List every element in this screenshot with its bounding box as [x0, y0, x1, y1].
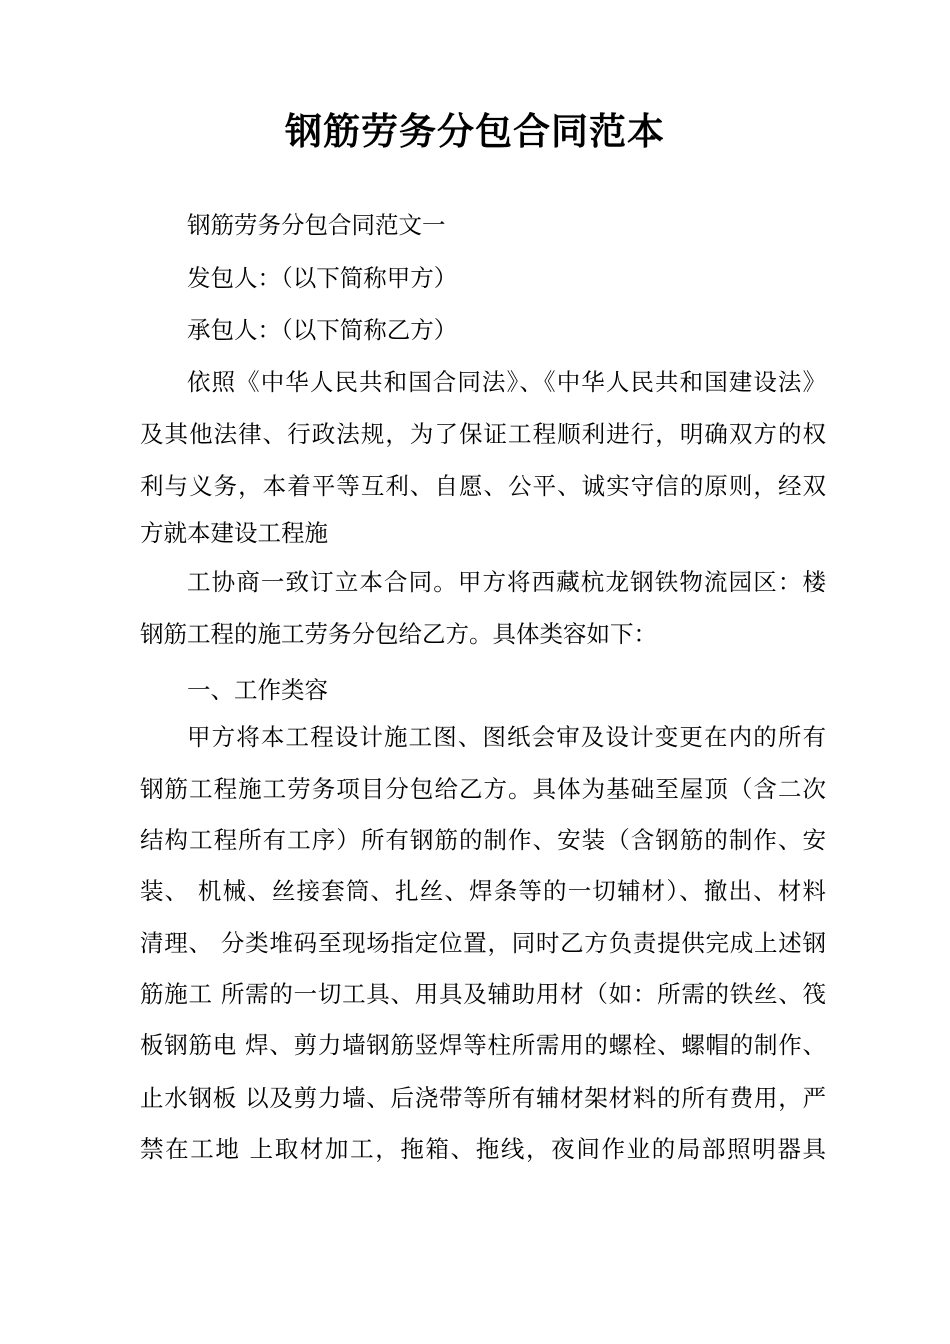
text-line: 禁在工地 上取材加工，拖箱、拖线，夜间作业的局部照明器具 — [140, 1135, 826, 1163]
text-line: 利与义务，本着平等互利、自愿、公平、诚实守信的原则，经双 — [140, 472, 826, 500]
text-line: 甲方将本工程设计施工图、图纸会审及设计变更在内的所有 — [187, 723, 826, 751]
text-line: 方就本建设工程施 — [140, 519, 328, 547]
text-line: 清理、 分类堆码至现场指定位置，同时乙方负责提供完成上述钢 — [140, 929, 826, 957]
text-line: 依照《中华人民共和国合同法》、《中华人民共和国建设法》 — [187, 368, 826, 396]
text-line: 发包人：（以下简称甲方） — [187, 264, 458, 292]
text-line: 承包人：（以下简称乙方） — [187, 316, 458, 344]
text-line: 钢筋工程的施工劳务分包给乙方。具体类容如下： — [140, 620, 657, 648]
text-line: 工协商一致订立本合同。甲方将西藏杭龙钢铁物流园区：楼 — [187, 568, 826, 596]
text-line: 钢筋劳务分包合同范文一 — [187, 211, 446, 239]
text-line: 钢筋工程施工劳务项目分包给乙方。具体为基础至屋顶（含二次 — [140, 775, 826, 803]
text-line: 及其他法律、行政法规，为了保证工程顺利进行，明确双方的权 — [140, 420, 826, 448]
text-line: 筋施工 所需的一切工具、用具及辅助用材（如：所需的铁丝、筏 — [140, 980, 826, 1008]
section-heading: 一、工作类容 — [187, 676, 328, 704]
text-line: 装、 机械、丝接套筒、扎丝、焊条等的一切辅材）、撤出、材料 — [140, 877, 826, 905]
document-title: 钢筋劳务分包合同范本 — [285, 110, 665, 153]
text-line: 板钢筋电 焊、剪力墙钢筋竖焊等柱所需用的螺栓、螺帽的制作、 — [140, 1031, 826, 1059]
text-line: 止水钢板 以及剪力墙、后浇带等所有辅材架材料的所有费用，严 — [140, 1084, 826, 1112]
text-line: 结构工程所有工序）所有钢筋的制作、安装（含钢筋的制作、安 — [140, 826, 826, 854]
